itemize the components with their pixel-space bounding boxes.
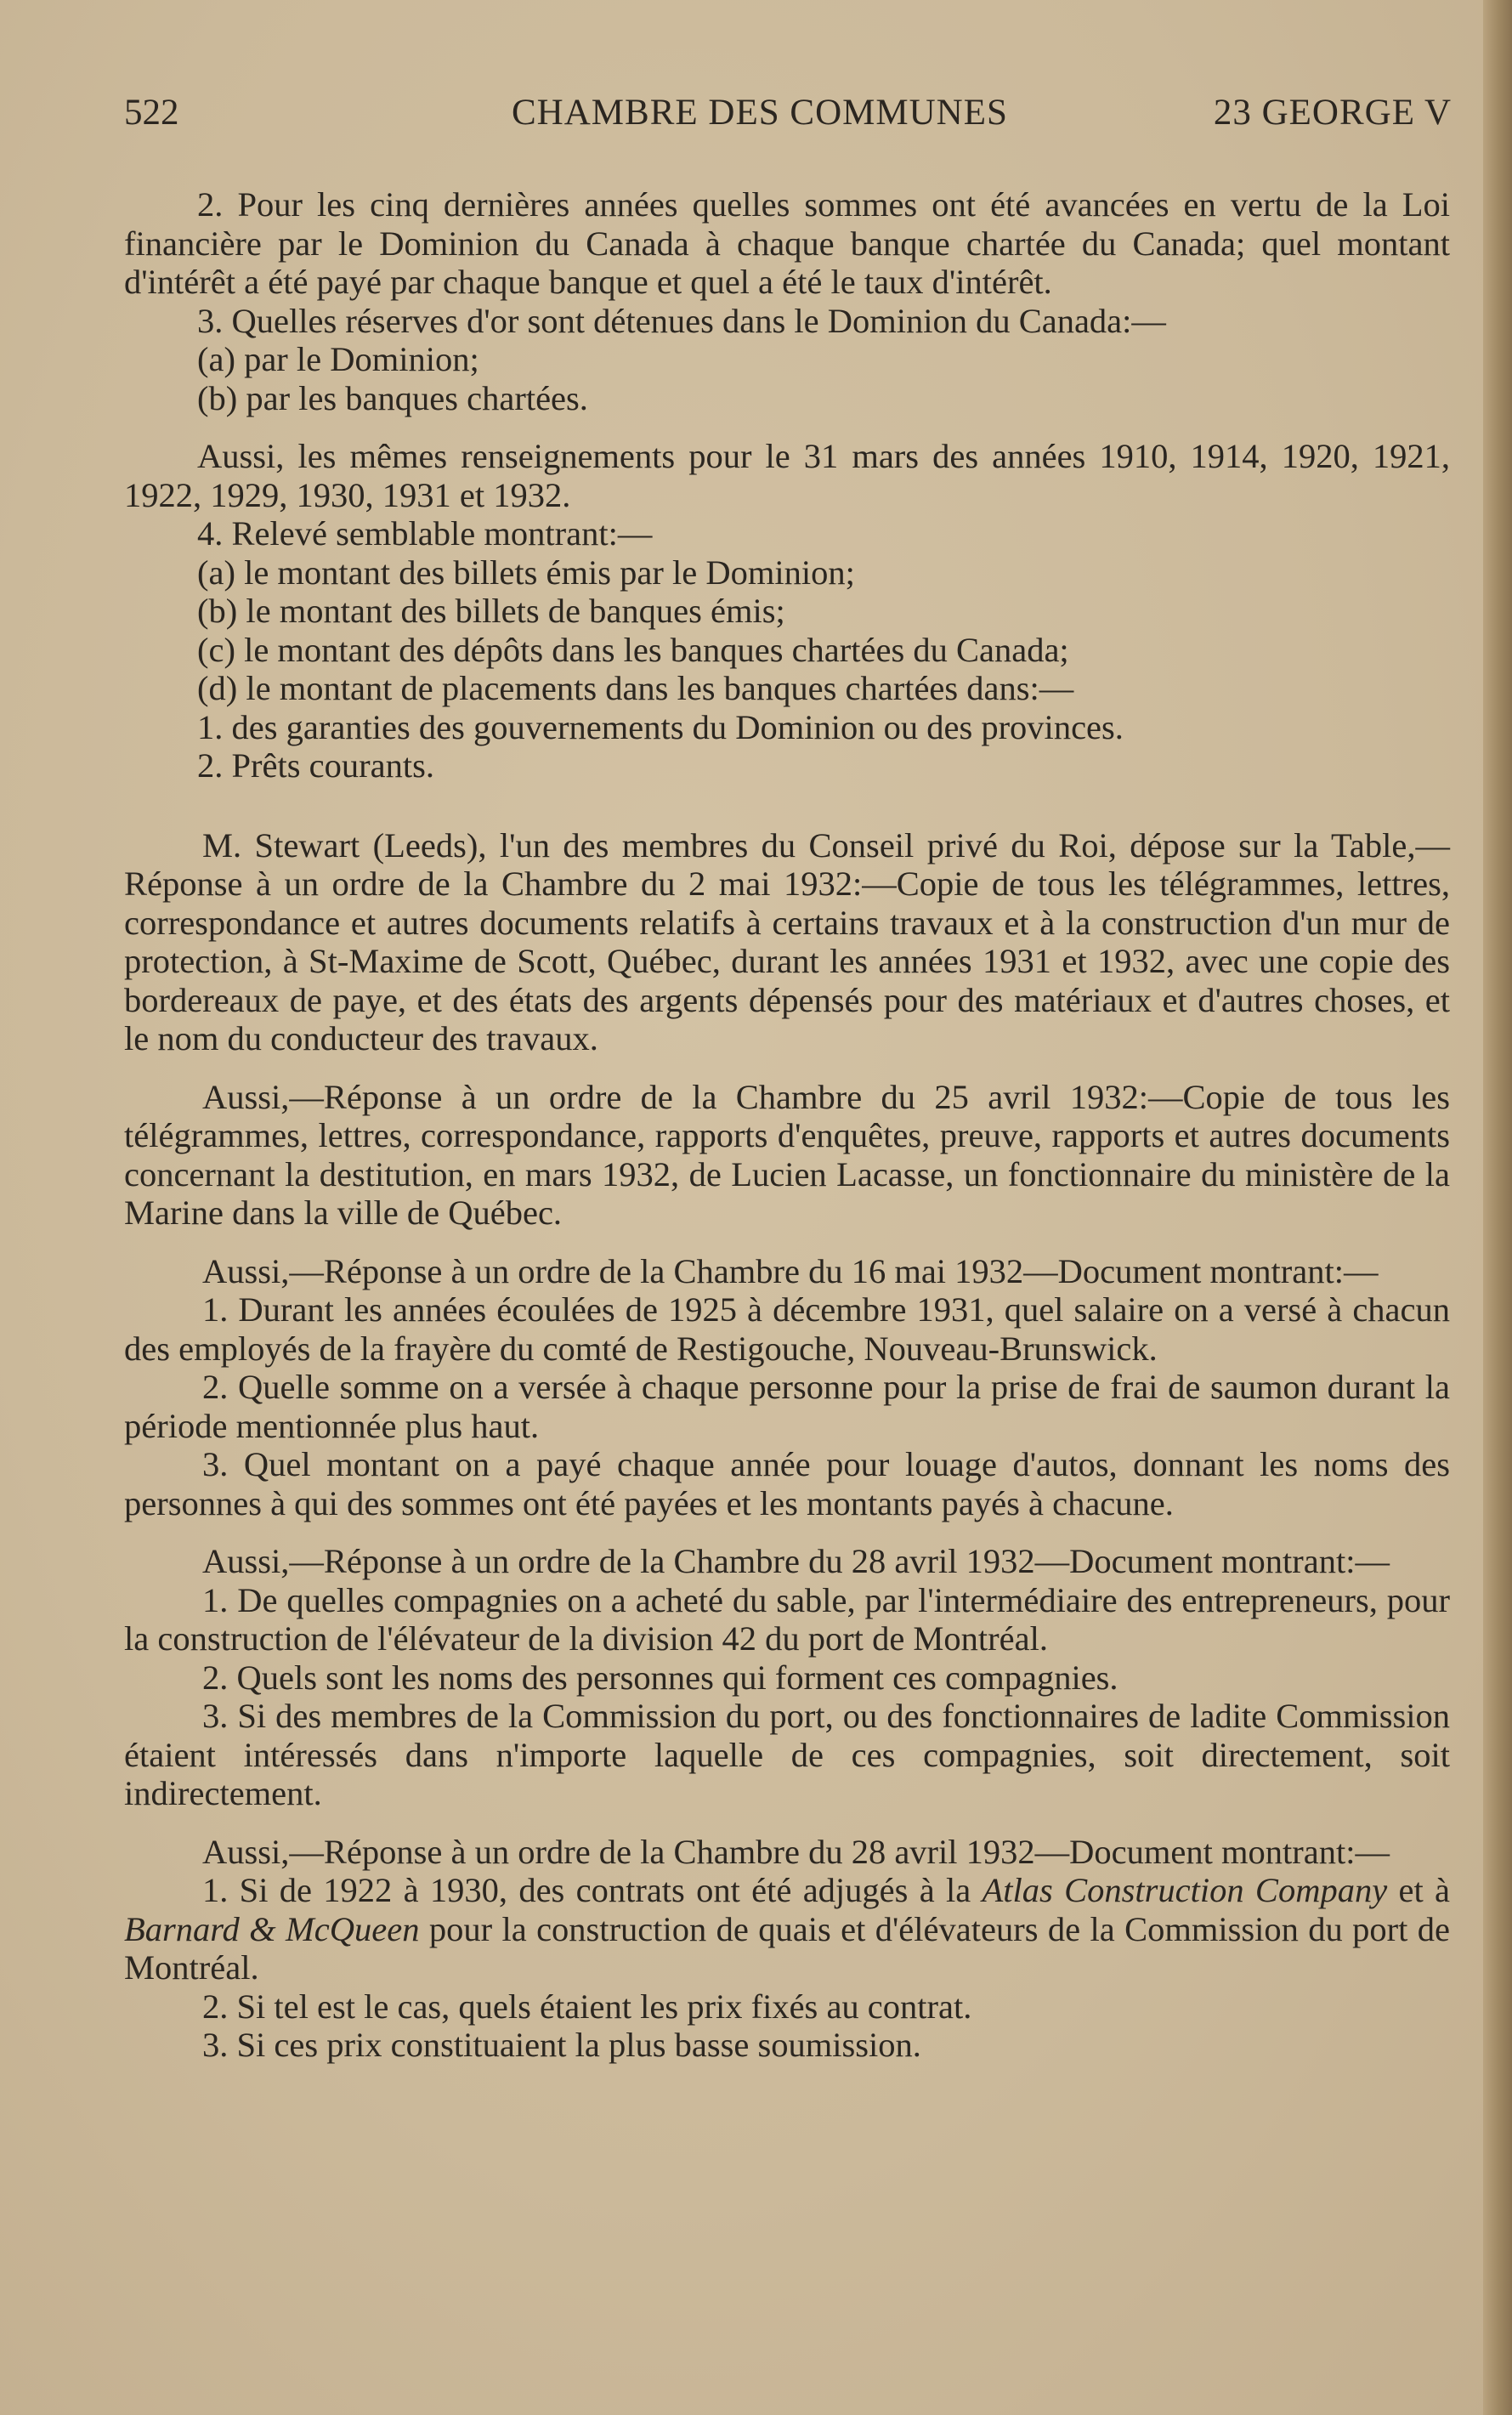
company-atlas: Atlas Construction Company xyxy=(982,1871,1388,1909)
question-3b: (b) par les banques chartées. xyxy=(197,378,588,417)
contrat-item-1: 1. Si de 1922 à 1930, des contrats ont été adjugés à la Atlas Construction Company et à Barnard & McQueen pour la construction de quais et d'élévateurs de la Commission du port de Montréal. xyxy=(124,1871,1450,1987)
aussi-16-mai: Aussi,—Réponse à un ordre de la Chambre du 16 mai 1932—Document montrant:— xyxy=(202,1251,1379,1290)
question-4: 4. Relevé semblable montrant:— xyxy=(197,514,653,553)
sable-item-1: 1. De quelles compagnies on a acheté du sable, par l'intermédiaire des entrepreneurs, pour la construction de l'élévateur de la division 42 du port de Montréal. xyxy=(124,1580,1450,1658)
aussi-28-avril-sable: Aussi,—Réponse à un ordre de la Chambre du 28 avril 1932—Document montrant:— xyxy=(202,1542,1390,1580)
header-regnal-year: 23 GEORGE V xyxy=(1213,93,1452,133)
aussi-28-avril-contrats: Aussi,—Réponse à un ordre de la Chambre du 28 avril 1932—Document montrant:— xyxy=(202,1832,1390,1871)
aussi-lacasse: Aussi,—Réponse à un ordre de la Chambre du 25 avril 1932:—Copie de tous les télégrammes, lettres, correspondance, rapports d'enquêtes, preuve, rapports et autres documents concernant la destitution, en mars 1932, de Lucien Lacasse, un fonctionnaire du ministère de la Marine dans la ville de Québec. xyxy=(124,1077,1450,1232)
header-title: CHAMBRE DES COMMUNES xyxy=(512,93,1008,133)
running-header xyxy=(124,92,1452,151)
question-4d-1: 1. des garanties des gouvernements du Dominion ou des provinces. xyxy=(197,707,1124,746)
company-barnard-mcqueen: Barnard & McQueen xyxy=(124,1909,420,1948)
sable-item-3: 3. Si des membres de la Commission du port, ou des fonctionnaires de ladite Commission étaient intéressés dans n'importe laquelle de ces compagnies, soit directement, soit indirectement. xyxy=(124,1697,1450,1812)
stewart-paragraph: M. Stewart (Leeds), l'un des membres du Conseil privé du Roi, dépose sur la Table,—Réponse à un ordre de la Chambre du 2 mai 1932:—Copie de tous les télégrammes, lettres, correspondance et autres documents relatifs à certains travaux et à la construction d'un mur de protection, à St-Maxime de Scott, Québec, durant les années 1931 et 1932, avec une copie des bordereaux de paye, et des états des argents dépensés pour des matériaux et d'autres choses, et le nom du conducteur des travaux. xyxy=(124,825,1450,1057)
sable-item-2: 2. Quels sont les noms des personnes qui forment ces compagnies. xyxy=(202,1658,1118,1697)
restigouche-item-1: 1. Durant les années écoulées de 1925 à décembre 1931, quel salaire on a versé à chacun des employés de la frayère du comté de Restigouche, Nouveau-Brunswick. xyxy=(124,1290,1450,1368)
page-edge-shadow xyxy=(1483,0,1512,2415)
question-4b: (b) le montant des billets de banques émis; xyxy=(197,592,785,630)
restigouche-item-2: 2. Quelle somme on a versée à chaque personne pour la prise de frai de saumon durant la période mentionnée plus haut. xyxy=(124,1368,1450,1445)
contrat-item-2: 2. Si tel est le cas, quels étaient les prix fixés au contrat. xyxy=(202,1987,972,2026)
question-4d: (d) le montant de placements dans les banques chartées dans:— xyxy=(197,669,1074,707)
question-3a: (a) par le Dominion; xyxy=(197,340,479,378)
contrat-item-3: 3. Si ces prix constituaient la plus basse soumission. xyxy=(202,2026,921,2064)
aussi-dates: Aussi, les mêmes renseignements pour le 31 mars des années 1910, 1914, 1920, 1921, 1922, 1929, 1930, 1931 et 1932. xyxy=(124,437,1450,514)
question-3: 3. Quelles réserves d'or sont détenues dans le Dominion du Canada:— xyxy=(197,301,1166,340)
question-2: 2. Pour les cinq dernières années quelles sommes ont été avancées en vertu de la Loi financière par le Dominion du Canada à chaque banque chartée du Canada; quel montant d'intérêt a été payé par chaque banque et quel a été le taux d'intérêt. xyxy=(124,185,1450,301)
page-number: 522 xyxy=(124,93,179,133)
question-4a: (a) le montant des billets émis par le Dominion; xyxy=(197,553,855,592)
page-body xyxy=(124,185,1450,2065)
question-4d-2: 2. Prêts courants. xyxy=(197,746,434,785)
restigouche-item-3: 3. Quel montant on a payé chaque année pour louage d'autos, donnant les noms des personnes à qui des sommes ont été payées et les montants payés à chacune. xyxy=(124,1445,1450,1522)
question-4c: (c) le montant des dépôts dans les banques chartées du Canada; xyxy=(197,630,1069,669)
